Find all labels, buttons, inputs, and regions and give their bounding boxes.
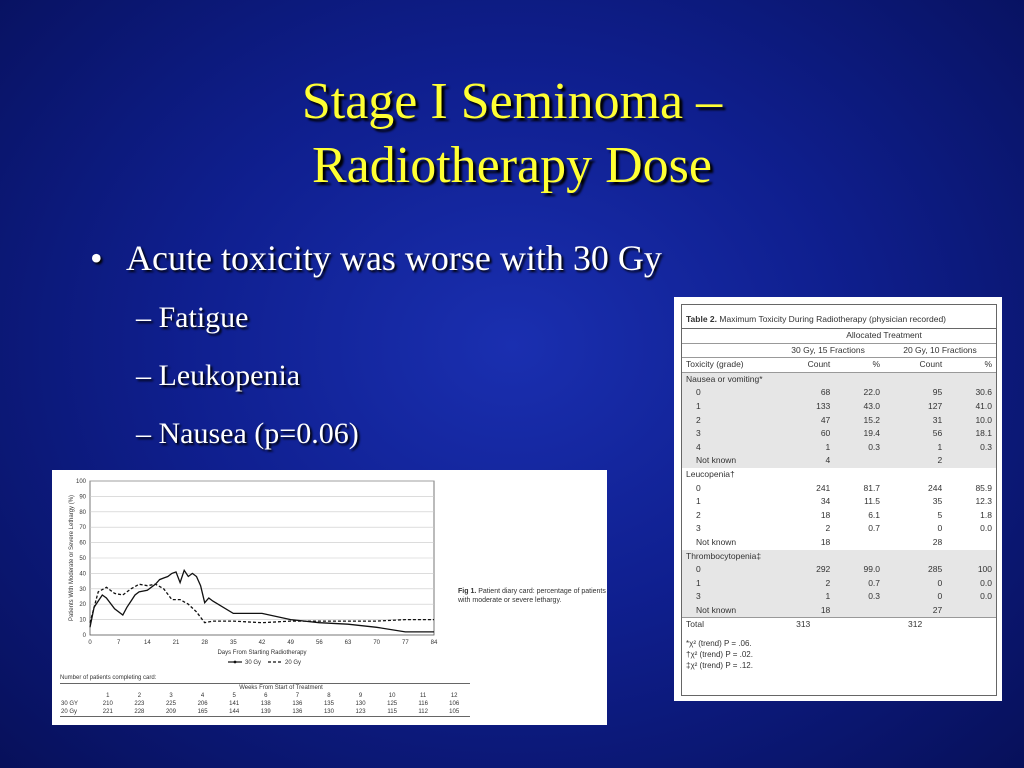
value-cell: 11.5 [864,496,881,507]
grade-cell: 3 [682,590,772,604]
toxicity-row [682,563,996,577]
col-pct-30: % [834,358,884,373]
week-header: 10 [388,693,396,699]
toxicity-row [682,495,996,509]
week-header: 1 [106,693,110,699]
toxicity-row [682,400,996,414]
figure-caption-text: Patient diary card: percentage of patients with moderate or severe lethargy. [458,588,606,604]
col-count-30: Count [772,358,834,373]
patients-cell: 130 [355,701,366,707]
value-cell: 133 [772,400,834,414]
patients-cell: 139 [260,709,271,715]
patients-table [60,683,470,717]
value-cell: 0 [937,523,943,534]
toxicity-row [682,590,996,604]
y-tick-label: 10 [79,617,86,624]
value-cell: 35 [932,496,943,507]
subbullet-nausea: – Nausea (p=0.06) [136,417,359,450]
value-cell: 34 [820,496,831,507]
y-tick-label: 100 [75,479,86,485]
value-cell: 0.3 [834,590,884,604]
value-cell: 1 [884,441,946,455]
toxicity-section-row [682,468,996,482]
value-cell: 85.9 [975,482,992,493]
toxicity-row [682,522,996,536]
week-header: 12 [450,693,458,699]
bullet-text: Acute toxicity was worse with 30 Gy [126,238,662,278]
total-row [682,618,996,632]
value-cell [946,454,996,468]
value-cell: 18.1 [946,427,996,441]
grade-cell: 3 [682,427,772,441]
value-cell: 0.3 [946,441,996,455]
grade-cell: 2 [696,509,701,520]
week-header: 8 [327,693,331,699]
weeks-row [60,692,470,700]
section-name: Nausea or vomiting* [682,372,996,386]
legend-label-30gy: 30 Gy [245,660,262,666]
value-cell [834,454,884,468]
bullet-list [90,234,662,450]
value-cell: 1 [772,590,834,604]
value-cell: 18 [820,509,831,520]
total-30: 313 [772,618,834,632]
value-cell: 68 [772,386,834,400]
x-tick-label: 56 [315,640,323,646]
y-axis-label: Patients With Moderate or Severe Lethargy (%) [69,494,75,622]
toxicity-row [682,441,996,455]
value-cell: 0.3 [834,441,884,455]
week-header: 3 [169,693,173,699]
total-label: Total [682,618,772,632]
x-tick-label: 77 [401,640,409,646]
value-cell: 60 [772,427,834,441]
patients-row-30gy [60,700,470,708]
grade-cell: 0 [682,386,772,400]
value-cell: 56 [884,427,946,441]
value-cell: 28 [932,536,943,547]
value-cell [946,604,996,618]
toxicity-table [682,329,996,632]
bullet-main [90,234,662,282]
toxicity-row [682,482,996,496]
x-tick-label: 0 [88,640,92,646]
value-cell: 2 [772,577,834,591]
patients-label: Number of patients completing card: [60,675,157,681]
patients-cell: 221 [102,709,113,715]
total-20: 312 [884,618,946,632]
value-cell: 6.1 [868,509,881,520]
y-tick-label: 90 [79,494,86,501]
group-30gy-header: 30 Gy, 15 Fractions [772,343,884,358]
toxicity-row [682,577,996,591]
x-tick-label: 14 [143,640,151,646]
value-cell: 0 [884,590,946,604]
y-tick-label: 60 [79,540,86,547]
toxicity-title-text: Maximum Toxicity During Radiotherapy (physician recorded) [719,314,947,324]
grade-cell: 0 [696,482,701,493]
value-cell: 15.2 [834,414,884,428]
value-cell: 41.0 [946,400,996,414]
value-cell: 0.7 [834,577,884,591]
patients-cell: 141 [229,701,240,707]
group-20gy-header: 20 Gy, 10 Fractions [884,343,996,358]
y-tick-label: 50 [79,556,86,562]
patients-cell: 115 [387,709,397,715]
col-toxicity: Toxicity (grade) [682,358,772,373]
patients-cell: 138 [260,701,271,707]
legend-label-20gy: 20 Gy [285,660,302,666]
value-cell: 127 [884,400,946,414]
value-cell: 0.7 [868,523,881,534]
grade-cell: 3 [696,523,701,534]
value-cell [834,604,884,618]
grade-cell: Not known [682,604,772,618]
y-tick-label: 20 [79,602,86,609]
value-cell: 1.8 [980,509,992,520]
patients-cell: 125 [387,701,398,707]
col-pct-20: % [946,358,996,373]
x-tick-label: 21 [172,640,180,646]
slide-title [0,70,1024,198]
value-cell: 0.0 [946,590,996,604]
patients-cell: 209 [165,709,176,715]
grade-cell: 4 [682,441,772,455]
toxicity-row [682,386,996,400]
y-tick-label: 30 [79,586,86,593]
footnote: ‡χ² (trend) P = .12. [686,661,753,671]
subbullet-leukopenia: – Leukopenia [136,359,301,392]
grade-cell: Not known [696,536,737,547]
value-cell: 2 [884,454,946,468]
value-cell: 2 [825,523,831,534]
lethargy-chart [52,470,607,675]
week-header: 6 [264,693,268,699]
section-name: Thrombocytopenia‡ [682,550,996,564]
grade-cell: 1 [682,400,772,414]
subbullet-fatigue: – Fatigue [136,301,249,334]
value-cell: 22.0 [834,386,884,400]
value-cell: 5 [937,509,943,520]
legend-marker-30gy [234,661,237,664]
value-cell: 292 [772,563,834,577]
toxicity-row [682,427,996,441]
weeks-label: Weeks From Start of Treatment [239,685,323,691]
toxicity-table-frame [681,304,997,696]
section-name: Leucopenia† [686,468,735,479]
week-header: 2 [137,693,142,699]
value-cell [946,536,996,550]
value-cell: 241 [816,482,831,493]
grade-cell: 1 [682,577,772,591]
x-axis-label: Days From Starting Radiotherapy [217,650,307,656]
allocated-header: Allocated Treatment [772,329,996,343]
patients-cell: 225 [165,701,176,707]
toxicity-table-panel [674,297,1002,701]
patients-cell: 144 [229,709,240,715]
y-tick-label: 70 [79,525,86,532]
toxicity-title-label: Table 2. [686,314,718,324]
toxicity-row [682,414,996,428]
week-header: 5 [232,693,236,699]
value-cell: 19.4 [834,427,884,441]
value-cell: 0.0 [980,523,992,534]
value-cell: 30.6 [946,386,996,400]
value-cell: 31 [884,414,946,428]
patients-cell: 105 [449,709,460,715]
toxicity-table-title [682,305,996,329]
figure-caption [458,587,608,605]
figure-caption-label: Fig 1. [458,588,477,595]
x-tick-label: 49 [287,640,295,646]
title-line-1: Stage I Seminoma – [301,73,723,130]
patients-table-block [60,675,472,717]
lethargy-figure [52,470,607,725]
patients-cell: 136 [292,709,303,715]
x-tick-label: 70 [373,640,381,646]
value-cell: 285 [884,563,946,577]
patients-cell: 123 [355,709,366,715]
x-tick-label: 28 [201,640,209,646]
footnote: *χ² (trend) P = .06. [686,639,752,649]
value-cell: 10.0 [946,414,996,428]
y-tick-label: 80 [79,509,86,516]
toxicity-footnotes [682,632,996,671]
grade-cell: 1 [696,496,701,507]
grade-cell: 0 [682,563,772,577]
patients-cell: 165 [197,709,208,715]
grade-cell: 2 [682,414,772,428]
week-header: 4 [200,693,205,699]
value-cell: 4 [772,454,834,468]
y-tick-label: 40 [79,571,86,578]
value-cell: 43.0 [834,400,884,414]
patients-cell: 136 [292,701,303,707]
x-tick-label: 35 [229,640,237,646]
value-cell: 100 [946,563,996,577]
toxicity-section-row [682,550,996,564]
toxicity-row [682,454,996,468]
patients-cell: 210 [102,701,113,707]
value-cell: 47 [772,414,834,428]
week-header: 7 [295,693,300,699]
toxicity-row [682,536,996,550]
value-cell: 81.7 [863,482,881,493]
value-cell: 18 [820,536,831,547]
patients-cell: 130 [323,709,334,715]
value-cell: 1 [772,441,834,455]
bullet-marker: • [90,238,103,278]
title-line-2: Radiotherapy Dose [311,137,712,194]
patients-row-20gy [60,708,470,717]
patients-cell: 112 [418,709,428,715]
week-header: 11 [420,693,427,699]
y-tick-label: 0 [82,633,86,639]
patients-cell: 116 [418,701,428,707]
value-cell: 99.0 [834,563,884,577]
value-cell: 27 [884,604,946,618]
x-tick-label: 63 [344,640,352,646]
value-cell: 18 [772,604,834,618]
toxicity-section-row [682,372,996,386]
patients-cell: 228 [134,709,145,715]
row-label: 30 GY [61,701,79,707]
x-tick-label: 84 [430,640,438,646]
patients-cell: 135 [323,701,334,707]
toxicity-row [682,604,996,618]
x-tick-label: 42 [258,640,266,646]
grade-cell: Not known [682,454,772,468]
value-cell [834,536,884,550]
value-cell: 0 [884,577,946,591]
value-cell: 244 [928,482,943,493]
toxicity-row [682,509,996,523]
value-cell: 0.0 [946,577,996,591]
col-count-20: Count [884,358,946,373]
row-label: 20 Gy [61,709,78,715]
x-tick-label: 7 [116,640,121,646]
footnote: †χ² (trend) P = .02. [686,650,753,660]
value-cell: 12.3 [975,496,992,507]
week-header: 9 [358,693,363,699]
value-cell: 95 [884,386,946,400]
patients-cell: 106 [449,701,460,707]
patients-cell: 206 [197,701,208,707]
patients-cell: 223 [134,701,145,707]
